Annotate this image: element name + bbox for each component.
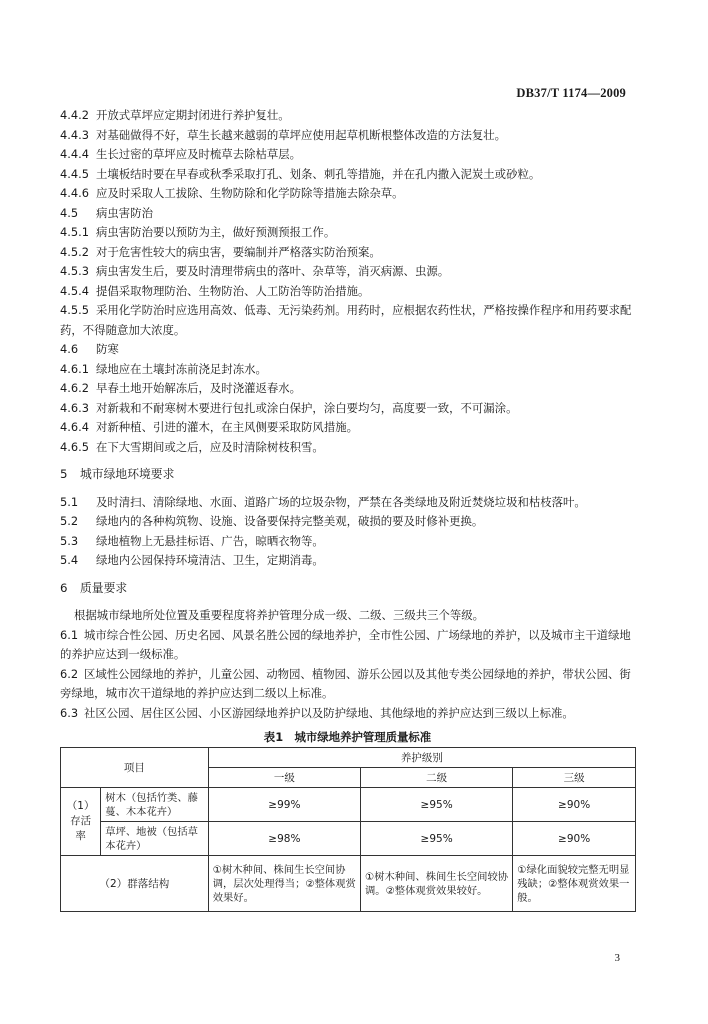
clause-6-3: 6.3 社区公园、居住区公园、小区游园绿地养护以及防护绿地、其他绿地的养护应达到三级以上标准。 — [60, 705, 574, 720]
clause-text: 绿地应在土壤封冻前浇足封冻水。 — [96, 361, 267, 376]
clause-line — [60, 145, 635, 165]
row-lawn-level1: ≥98% — [208, 822, 360, 856]
table-title: 表1 城市绿地养护管理质量标准 — [263, 730, 432, 744]
clause-line — [60, 493, 635, 513]
clause-line — [60, 204, 635, 224]
clause-number: 4.5.2 — [60, 244, 89, 259]
clause-number: 4.6.4 — [60, 420, 89, 434]
clause-number: 4.5.3 — [60, 264, 89, 278]
clause-line — [60, 282, 635, 302]
row-community-label: （2）群落结构 — [61, 856, 209, 912]
clause-line — [60, 379, 635, 399]
clauses-4-6 — [60, 340, 635, 457]
page-number: 3 — [614, 952, 620, 964]
clause-number: 4.4.3 — [60, 127, 89, 142]
clause-line — [60, 532, 635, 552]
clause-line — [60, 184, 635, 204]
header-level: 养护级别 — [208, 748, 635, 768]
row-trees-level2: ≥95% — [360, 788, 512, 822]
row-trees-level3: ≥90% — [513, 788, 636, 822]
document-body — [60, 106, 635, 912]
quality-standard-table — [60, 747, 636, 912]
clause-number: 5.1 — [60, 494, 79, 509]
clause-number: 4.5.1 — [60, 225, 89, 239]
clause-number: 5.2 — [60, 514, 79, 528]
standard-code: DB37/T 1174—2009 — [516, 86, 626, 100]
clause-text: 提倡采取物理防治、生物防治、人工防治等防治措施。 — [96, 283, 370, 298]
clause-line — [60, 418, 635, 438]
row-trees-label: 树木（包括竹类、藤蔓、木本花卉） — [101, 788, 208, 822]
clause-number: 4.6.2 — [60, 381, 89, 395]
clause-text: 对新种植、引进的灌木，在主风侧要采取防风措施。 — [96, 420, 358, 434]
clause-number: 4.5.4 — [60, 283, 89, 298]
clause-line — [60, 399, 635, 419]
clause-text: 病虫害防治 — [96, 205, 153, 220]
clause-number: 4.6.1 — [60, 361, 89, 376]
clause-text: 绿地内的各种构筑物、设施、设备要保持完整美观，破损的要及时修补更换。 — [96, 514, 484, 528]
clause-text: 病虫害防治要以预防为主，做好预测预报工作。 — [96, 225, 336, 239]
clause-text: 土壤板结时要在早春或秋季采取打孔、划条、刺孔等措施，并在孔内撒入泥炭土或砂粒。 — [96, 166, 541, 181]
clause-line — [60, 262, 635, 282]
clause-line — [60, 512, 635, 532]
clause-text: 绿地内公园保持环境清洁、卫生，定期消毒。 — [96, 553, 324, 567]
clauses-5 — [60, 493, 635, 571]
category-survival-rate: （1）存活率 — [61, 788, 101, 856]
row-lawn-level3: ≥90% — [513, 822, 636, 856]
clause-line — [60, 340, 635, 360]
clause-line — [60, 106, 635, 126]
header-level1: 一级 — [208, 768, 360, 788]
clause-line — [60, 360, 635, 380]
row-trees-level1: ≥99% — [208, 788, 360, 822]
clause-text: 绿地植物上无悬挂标语、广告，晾晒衣物等。 — [96, 533, 324, 548]
clause-line — [60, 126, 635, 146]
clause-number: 5.4 — [60, 553, 79, 567]
row-community-level1: ①树木种间、株间生长空间协调，层次处理得当；②整体观赏效果好。 — [208, 856, 360, 912]
clause-text: 对基础做得不好，草生长越来越弱的草坪应使用起草机断根整体改造的方法复壮。 — [96, 127, 507, 142]
clause-number: 4.4.4 — [60, 147, 89, 161]
clause-text: 开放式草坪应定期封闭进行养护复壮。 — [96, 108, 290, 122]
row-community-level3: ①绿化面貌较完整无明显残缺；②整体观赏效果一般。 — [513, 856, 636, 912]
clause-text: 在下大雪期间或之后，应及时清除树枝积雪。 — [96, 439, 324, 454]
section-6-intro: 根据城市绿地所处位置及重要程度将养护管理分成一级、二级、三级共三个等级。 — [74, 608, 485, 622]
clause-line — [60, 165, 635, 185]
clause-text: 病虫害发生后，要及时清理带病虫的落叶、杂草等，消灭病源、虫源。 — [96, 264, 450, 278]
clause-4-5-5: 4.5.5 采用化学防治时应选用高效、低毒、无污染药剂。用药时，应根据农药性状，严格按操作程序和用药要求配药，不得随意加大浓度。 — [60, 303, 632, 337]
row-community-level2: ①树木种间、株间生长空间较协调。②整体观赏效果较好。 — [360, 856, 512, 912]
clause-number: 4.4.5 — [60, 166, 89, 181]
header-level3: 三级 — [513, 768, 636, 788]
section-6-heading: 6 质量要求 — [60, 580, 128, 595]
clause-line — [60, 223, 635, 243]
clause-number: 4.4.2 — [60, 108, 89, 122]
header-level2: 二级 — [360, 768, 512, 788]
clause-text: 防寒 — [96, 342, 119, 356]
section-5-heading: 5 城市绿地环境要求 — [60, 467, 175, 481]
clause-text: 应及时采取人工拔除、生物防除和化学防除等措施去除杂草。 — [96, 186, 404, 200]
clause-text: 生长过密的草坪应及时梳草去除枯草层。 — [96, 147, 302, 161]
clause-text: 对于危害性较大的病虫害，要编制并严格落实防治预案。 — [96, 244, 381, 259]
clause-text: 早春土地开始解冻后，及时浇灌返春水。 — [96, 381, 302, 395]
clause-number: 4.4.6 — [60, 186, 89, 200]
header-item: 项目 — [61, 748, 209, 788]
clause-text: 及时清扫、清除绿地、水面、道路广场的垃圾杂物，严禁在各类绿地及附近焚烧垃圾和枯枝落叶。 — [96, 494, 586, 509]
row-lawn-level2: ≥95% — [360, 822, 512, 856]
clause-number: 4.6.3 — [60, 400, 89, 415]
clause-number: 4.5 — [60, 205, 79, 220]
clause-number: 4.6 — [60, 342, 79, 356]
clauses-4-4-to-4-5 — [60, 106, 635, 301]
clause-line — [60, 243, 635, 263]
clause-line — [60, 438, 635, 458]
clause-6-1: 6.1 城市综合性公园、历史名园、风景名胜公园的绿地养护，全市性公园、广场绿地的养护，以及城市主干道绿地的养护应达到一级标准。 — [60, 627, 631, 661]
clause-number: 5.3 — [60, 533, 79, 548]
clause-text: 对新栽和不耐寒树木要进行包扎或涂白保护，涂白要均匀，高度要一致，不可漏涂。 — [96, 400, 518, 415]
clause-number: 4.6.5 — [60, 439, 89, 454]
row-lawn-label: 草坪、地被（包括草本花卉） — [101, 822, 208, 856]
clause-line — [60, 551, 635, 571]
clause-6-2: 6.2 区域性公园绿地的养护，儿童公园、动物园、植物园、游乐公园以及其他专类公园绿地的养护，带状公园、街旁绿地，城市次干道绿地的养护应达到二级以上标准。 — [60, 666, 631, 700]
